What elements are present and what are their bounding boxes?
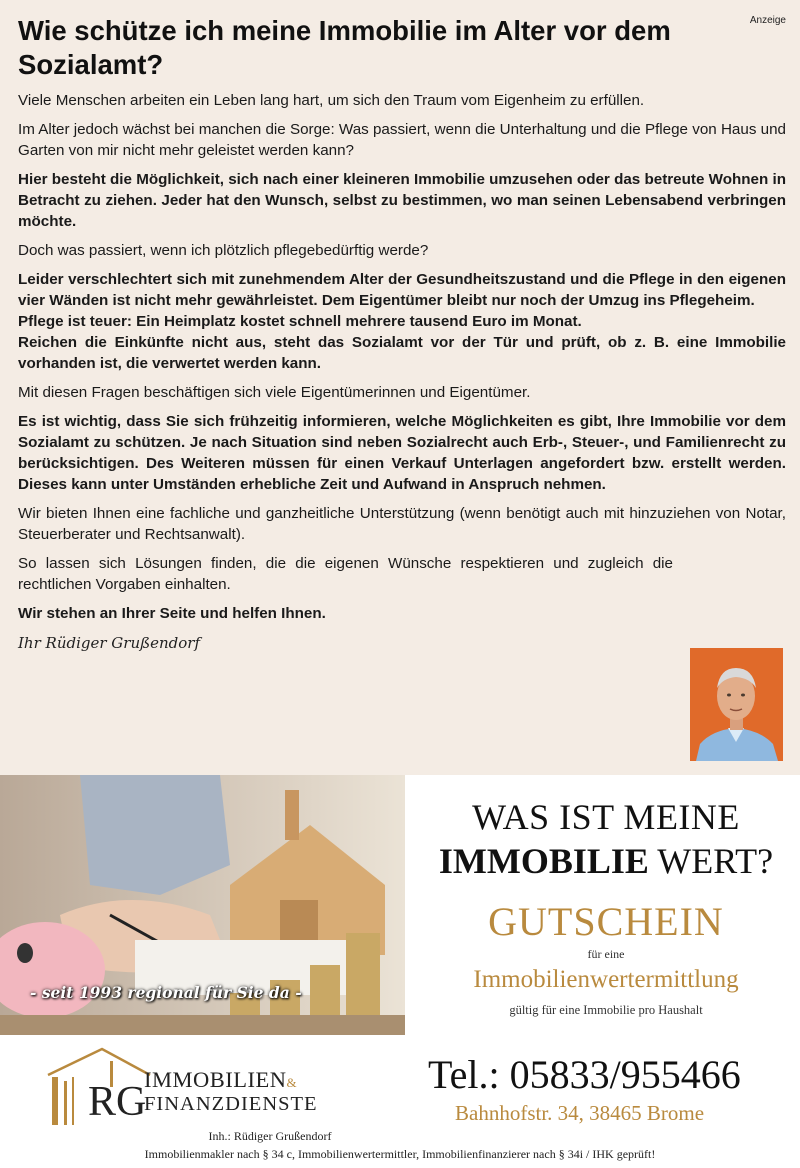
paragraph-costs: Pflege ist teuer: Ein Heimplatz kostet schnell mehrere tausend Euro im Monat. [18, 313, 582, 330]
paragraph-owners: Mit diesen Fragen beschäftigen sich viele Eigentümerinnen und Eigentümer. [18, 384, 531, 401]
voucher-panel [412, 775, 800, 1035]
voucher-for: für eine [587, 947, 625, 961]
paragraph-sozialamt: Reichen die Einkünfte nicht aus, steht das Sozialamt vor der Tür und prüft, ob z. B. eine Immobilie vorhanden ist, die verwertet werden kann. [18, 334, 786, 372]
paragraph-intro: Viele Menschen arbeiten ein Leben lang hart, um sich den Traum vom Eigenheim zu erfüllen. [18, 92, 645, 109]
logo-line1 [144, 1067, 297, 1093]
voucher-service: Immobilienwertermittlung [473, 966, 739, 993]
voucher-validity: gültig für eine Immobilie pro Haushalt [509, 1003, 703, 1017]
voucher-question-bold: IMMOBILIE [438, 841, 649, 881]
owner-line: Inh.: Rüdiger Grußendorf [208, 1129, 332, 1143]
voucher-title: GUTSCHEIN [488, 899, 724, 944]
headline: Wie schütze ich meine Immobilie im Alter vor dem Sozialamt? [18, 15, 671, 80]
signature: Ihr Rüdiger Grußendorf [18, 634, 201, 652]
address: Bahnhofstr. 34, 38465 Brome [455, 1101, 705, 1125]
paragraph-worry: Im Alter jedoch wächst bei manchen die Sorge: Was passiert, wenn die Unterhaltung und die Pflege von Haus und Garten von mir nicht mehr geleistet werden kann? [18, 121, 786, 159]
photo-tagline: - seit 1993 regional für Sie da - [30, 983, 302, 1002]
paragraph-question: Doch was passiert, wenn ich plötzlich pflegebedürftig werde? [18, 242, 429, 259]
logo-immobilien: IMMOBILIEN [144, 1067, 287, 1092]
advertisement [0, 775, 800, 1168]
logo-monogram: RG [88, 1079, 147, 1125]
logo-ampersand: & [286, 1075, 298, 1090]
paragraph-important: Es ist wichtig, dass Sie sich frühzeitig informieren, welche Möglichkeiten es gibt, Ihre Immobilie vor dem Sozialamt zu schützen. Je nach Situation sind neben Sozialrecht auch Erb-, Steuer-, und Familienrecht zu berücksichtigen. Des Weiteren müssen für einen Verkauf Unterlagen angefordert bzw. erstellt werden. Dieses kann unter Umständen erhebliche Zeit und Aufwand in Anspruch nehmen. [18, 413, 786, 493]
voucher-question-line2 [412, 841, 800, 881]
paragraph-options: Hier besteht die Möglichkeit, sich nach einer kleineren Immobilie umzusehen oder das betreute Wohnen in Betracht zu ziehen. Jeder hat den Wunsch, selbst zu bestimmen, wo man seinen Lebensabend verbringen möchte. [18, 171, 786, 230]
paragraph-support: Wir bieten Ihnen eine fachliche und ganzheitliche Unterstützung (wenn benötigt auch mit hinzuziehen von Notar, Steuerberater und Rechtsanwalt). [18, 505, 786, 543]
phone-number: Tel.: 05833/955466 [428, 1052, 741, 1097]
ad-label: Anzeige [749, 15, 786, 26]
voucher-question-line1: WAS IST MEINE [472, 797, 740, 837]
portrait-photo [690, 648, 783, 761]
paragraph-solutions: So lassen sich Lösungen finden, die die eigenen Wünsche respektieren und zugleich die rechtlichen Vorgaben einhalten. [18, 555, 673, 593]
legal-line: Immobilienmakler nach § 34 c, Immobilienwertermittler, Immobilienfinanzierer nach § 34i / IHK geprüft! [144, 1147, 656, 1161]
voucher-question-rest: WERT? [648, 841, 774, 881]
paragraph-help: Wir stehen an Ihrer Seite und helfen Ihnen. [18, 605, 326, 622]
logo-line2: FINANZDIENSTE [144, 1093, 318, 1115]
hero-photo [0, 775, 405, 1035]
paragraph-health: Leider verschlechtert sich mit zunehmendem Alter der Gesundheitszustand und die Pflege in den eigenen vier Wänden ist nicht mehr gewährleistet. Dem Eigentümer bleibt nur noch der Umzug ins Pflegeheim. [18, 271, 786, 309]
